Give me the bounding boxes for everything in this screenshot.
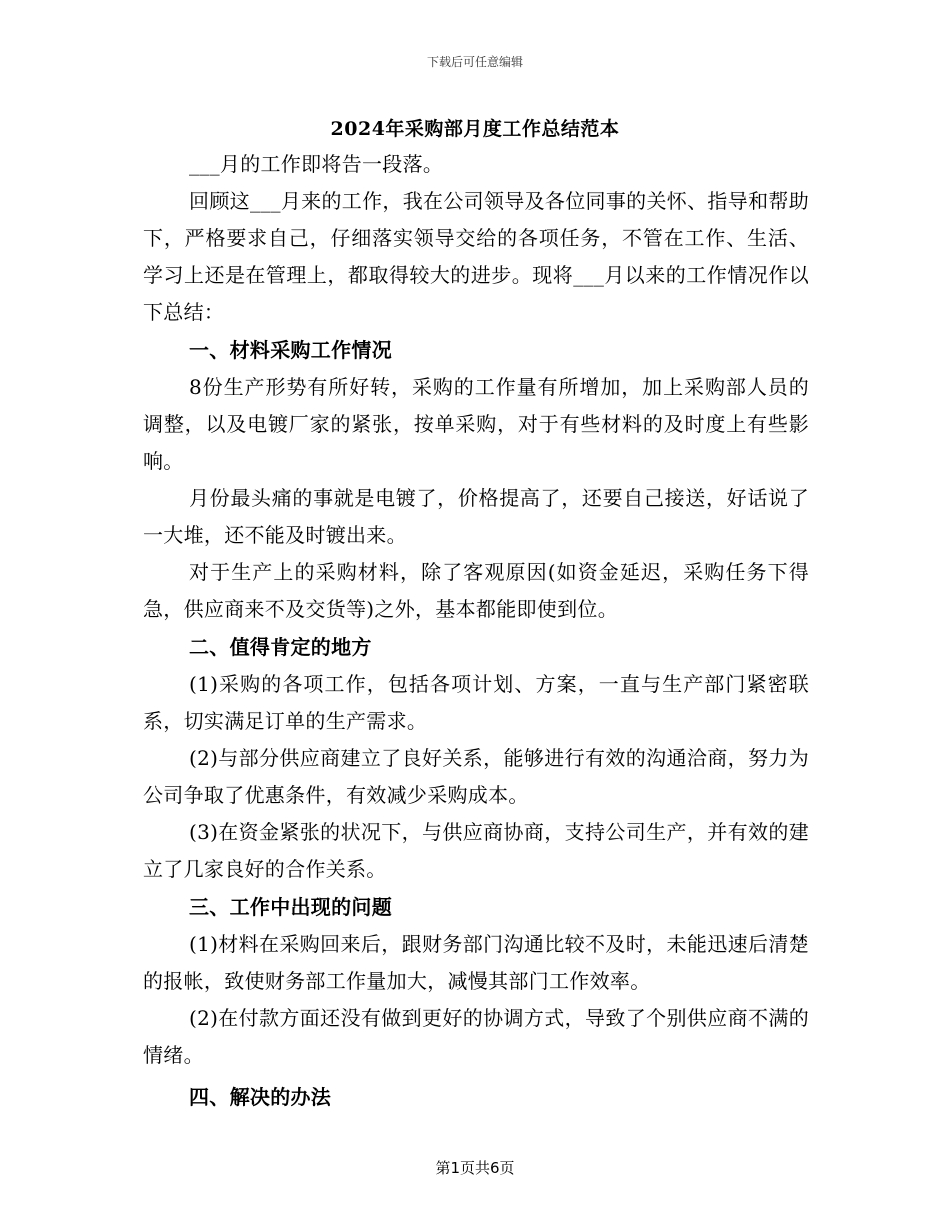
header-note: 下载后可任意编辑	[426, 55, 523, 69]
paragraph-s2-1: (1)采购的各项工作，包括各项计划、方案，一直与生产部门紧密联系，切实满足订单的生产需求。	[143, 672, 809, 733]
paragraph-s2-3: (3)在资金紧张的状况下，与供应商协商，支持公司生产，并有效的建立了几家良好的合作关系。	[143, 820, 809, 881]
document-title: 2024年采购部月度工作总结范本	[330, 118, 620, 140]
paragraph-s1-2: 月份最头痛的事就是电镀了，价格提高了，还要自己接送，好话说了一大堆，还不能及时镀出来。	[143, 486, 809, 547]
paragraph-s3-1: (1)材料在采购回来后，跟财务部门沟通比较不及时，未能迅速后清楚的报帐，致使财务部工作量加大，减慢其部门工作效率。	[143, 932, 809, 993]
section-heading-4: 四、解决的办法	[189, 1085, 332, 1109]
paragraph-s1-3: 对于生产上的采购材料，除了客观原因(如资金延迟，采购任务下得急，供应商来不及交货等)之外，基本都能即使到位。	[143, 560, 809, 621]
paragraph-intro-2: 回顾这___月来的工作，我在公司领导及各位同事的关怀、指导和帮助下，严格要求自己，仔细落实领导交给的各项任务，不管在工作、生活、学习上还是在管理上，都取得较大的进步。现将___月以来的工作情况作以下总结：	[143, 189, 809, 324]
section-heading-1: 一、材料采购工作情况	[189, 338, 392, 362]
page-footer: 第1页共6页	[435, 1159, 515, 1177]
paragraph-intro-1: ___月的工作即将告一段落。	[189, 152, 444, 176]
paragraph-s1-1: 8份生产形势有所好转，采购的工作量有所增加，加上采购部人员的调整，以及电镀厂家的紧张，按单采购，对于有些材料的及时度上有些影响。	[143, 375, 809, 473]
section-heading-3: 三、工作中出现的问题	[189, 895, 392, 919]
document-body	[143, 146, 809, 1116]
paragraph-s3-2: (2)在付款方面还没有做到更好的协调方式，导致了个别供应商不满的情绪。	[143, 1006, 809, 1067]
section-heading-2: 二、值得肯定的地方	[189, 635, 372, 659]
paragraph-s2-2: (2)与部分供应商建立了良好关系，能够进行有效的沟通洽商，努力为公司争取了优惠条件，有效减少采购成本。	[143, 746, 809, 807]
